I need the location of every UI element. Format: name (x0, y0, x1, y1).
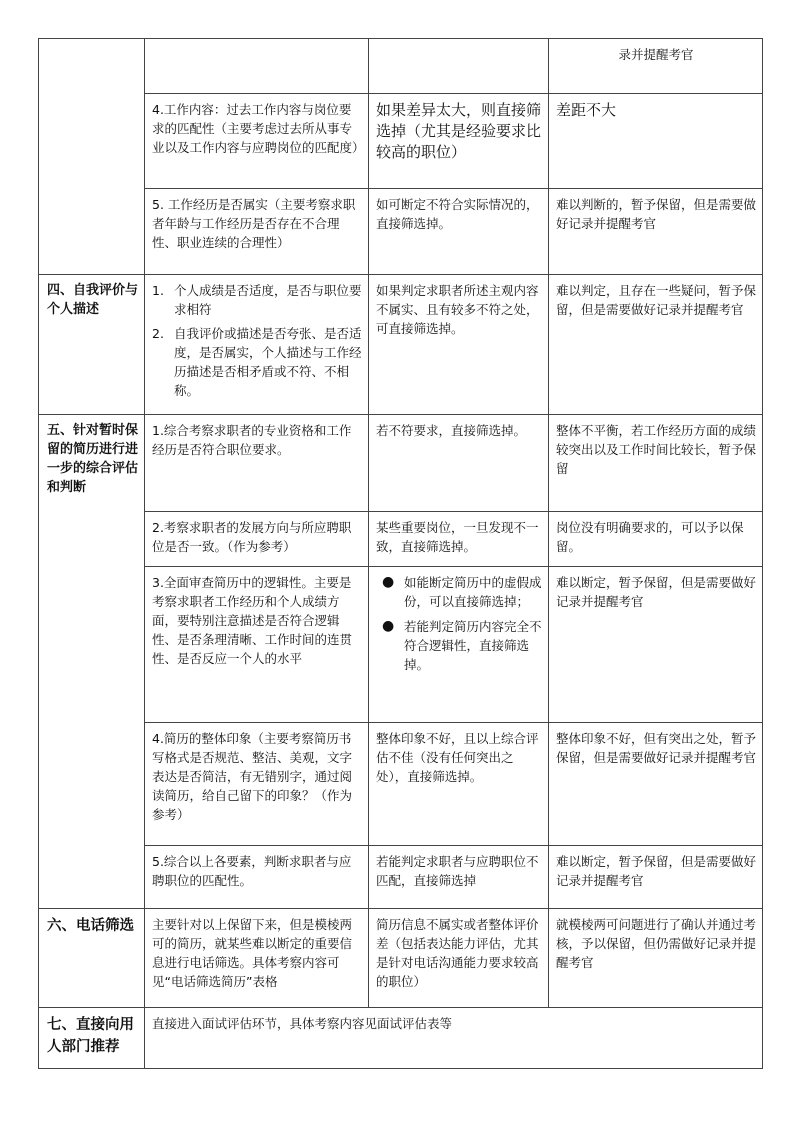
list-number: 2. (152, 326, 164, 341)
table-row (39, 94, 763, 189)
criteria-list (152, 281, 362, 400)
criteria-cell: 2.考察求职者的发展方向与所应聘职位是否一致。（作为参考） (145, 512, 369, 567)
criteria-cell: 5.综合以上各要素，判断求职者与应聘职位的匹配性。 (145, 846, 369, 909)
criteria-cell: 4.工作内容：过去工作内容与岗位要求的匹配性（主要考虑过去所从事专业以及工作内容与应聘岗位的匹配度） (145, 94, 369, 189)
keep-cell: 难以判断的，暂予保留，但是需要做好记录并提醒考官 (549, 189, 763, 275)
table-row (39, 1008, 763, 1069)
screen-out-cell: 整体印象不好，且以上综合评估不佳（没有任何突出之处），直接筛选掉。 (369, 723, 549, 846)
criteria-cell: 3.全面审查简历中的逻辑性。主要是考察求职者工作经历和个人成绩方面，要特别注意描述是否符合逻辑性、是否条理清晰、工作时间的连贯性、是否反应一个人的水平 (145, 567, 369, 723)
criteria-cell: 主要针对以上保留下来，但是模棱两可的简历，就某些难以断定的重要信息进行电话筛选。具体考察内容可见“电话筛选简历”表格 (145, 909, 369, 1008)
criteria-cell: 1.综合考察求职者的专业资格和工作经历是否符合职位要求。 (145, 415, 369, 512)
list-number: 1. (152, 283, 164, 298)
screen-out-cell: 如可断定不符合实际情况的，直接筛选掉。 (369, 189, 549, 275)
list-item-text: 自我评价或描述是否夸张、是否适度，是否属实，个人描述与工作经历描述是否相矛盾或不符、不相称。 (174, 326, 362, 398)
list-item (152, 281, 362, 319)
list-item-text: 若能判定简历内容完全不符合逻辑性，直接筛选掉。 (404, 619, 542, 672)
screen-out-cell: 如果差异太大，则直接筛选掉（尤其是经验要求比较高的职位） (369, 94, 549, 189)
screen-out-cell: 若不符要求，直接筛选掉。 (369, 415, 549, 512)
keep-cell: 录并提醒考官 (549, 39, 763, 94)
resume-screening-table (38, 38, 763, 1069)
keep-cell: 整体印象不好，但有突出之处，暂予保留，但是需要做好记录并提醒考官 (549, 723, 763, 846)
category-cell: 六、电话筛选 (39, 909, 145, 1008)
bullet-icon: ● (382, 574, 395, 590)
keep-cell: 难以断定，暂予保留，但是需要做好记录并提醒考官 (549, 567, 763, 723)
category-cell (39, 39, 145, 275)
criteria-cell (145, 275, 369, 415)
category-cell: 五、针对暂时保留的简历进行进一步的综合评估和判断 (39, 415, 145, 909)
list-item (376, 617, 542, 674)
list-item-text: 如能断定简历中的虚假成份，可以直接筛选掉； (404, 575, 542, 609)
screen-out-cell (369, 39, 549, 94)
list-item (376, 573, 542, 611)
table-row (39, 512, 763, 567)
table-row (39, 39, 763, 94)
bullet-icon: ● (382, 618, 395, 634)
list-item (152, 324, 362, 400)
criteria-cell: 直接进入面试评估环节，具体考察内容见面试评估表等 (145, 1008, 763, 1069)
table-row (39, 415, 763, 512)
screen-out-cell: 如果判定求职者所述主观内容不属实、且有较多不符之处，可直接筛选掉。 (369, 275, 549, 415)
criteria-cell: 4.简历的整体印象（主要考察简历书写格式是否规范、整洁、美观，文字表达是否简洁，有无错别字，通过阅读简历，给自己留下的印象？（作为参考） (145, 723, 369, 846)
table-row (39, 909, 763, 1008)
screen-out-cell: 某些重要岗位，一旦发现不一致，直接筛选掉。 (369, 512, 549, 567)
screen-out-cell: 简历信息不属实或者整体评价差（包括表达能力评估，尤其是针对电话沟通能力要求较高的职位） (369, 909, 549, 1008)
category-cell: 七、直接向用人部门推荐 (39, 1008, 145, 1069)
table-row (39, 567, 763, 723)
category-cell: 四、自我评价与个人描述 (39, 275, 145, 415)
table-row (39, 275, 763, 415)
keep-cell: 难以断定，暂予保留，但是需要做好记录并提醒考官 (549, 846, 763, 909)
criteria-cell (145, 39, 369, 94)
keep-cell: 整体不平衡，若工作经历方面的成绩较突出以及工作时间比较长，暂予保留 (549, 415, 763, 512)
keep-cell: 差距不大 (549, 94, 763, 189)
screen-out-cell: 若能判定求职者与应聘职位不匹配，直接筛选掉 (369, 846, 549, 909)
criteria-cell: 5. 工作经历是否属实（主要考察求职者年龄与工作经历是否存在不合理性、职业连续的合理性） (145, 189, 369, 275)
keep-cell: 岗位没有明确要求的，可以予以保留。 (549, 512, 763, 567)
keep-cell: 难以判定，且存在一些疑问，暂予保留，但是需要做好记录并提醒考官 (549, 275, 763, 415)
list-item-text: 个人成绩是否适度，是否与职位要求相符 (174, 283, 362, 317)
bullet-list (376, 573, 542, 674)
screen-out-cell (369, 567, 549, 723)
table-row (39, 189, 763, 275)
table-row (39, 723, 763, 846)
keep-cell: 就模棱两可问题进行了确认并通过考核，予以保留，但仍需做好记录并提醒考官 (549, 909, 763, 1008)
table-row (39, 846, 763, 909)
